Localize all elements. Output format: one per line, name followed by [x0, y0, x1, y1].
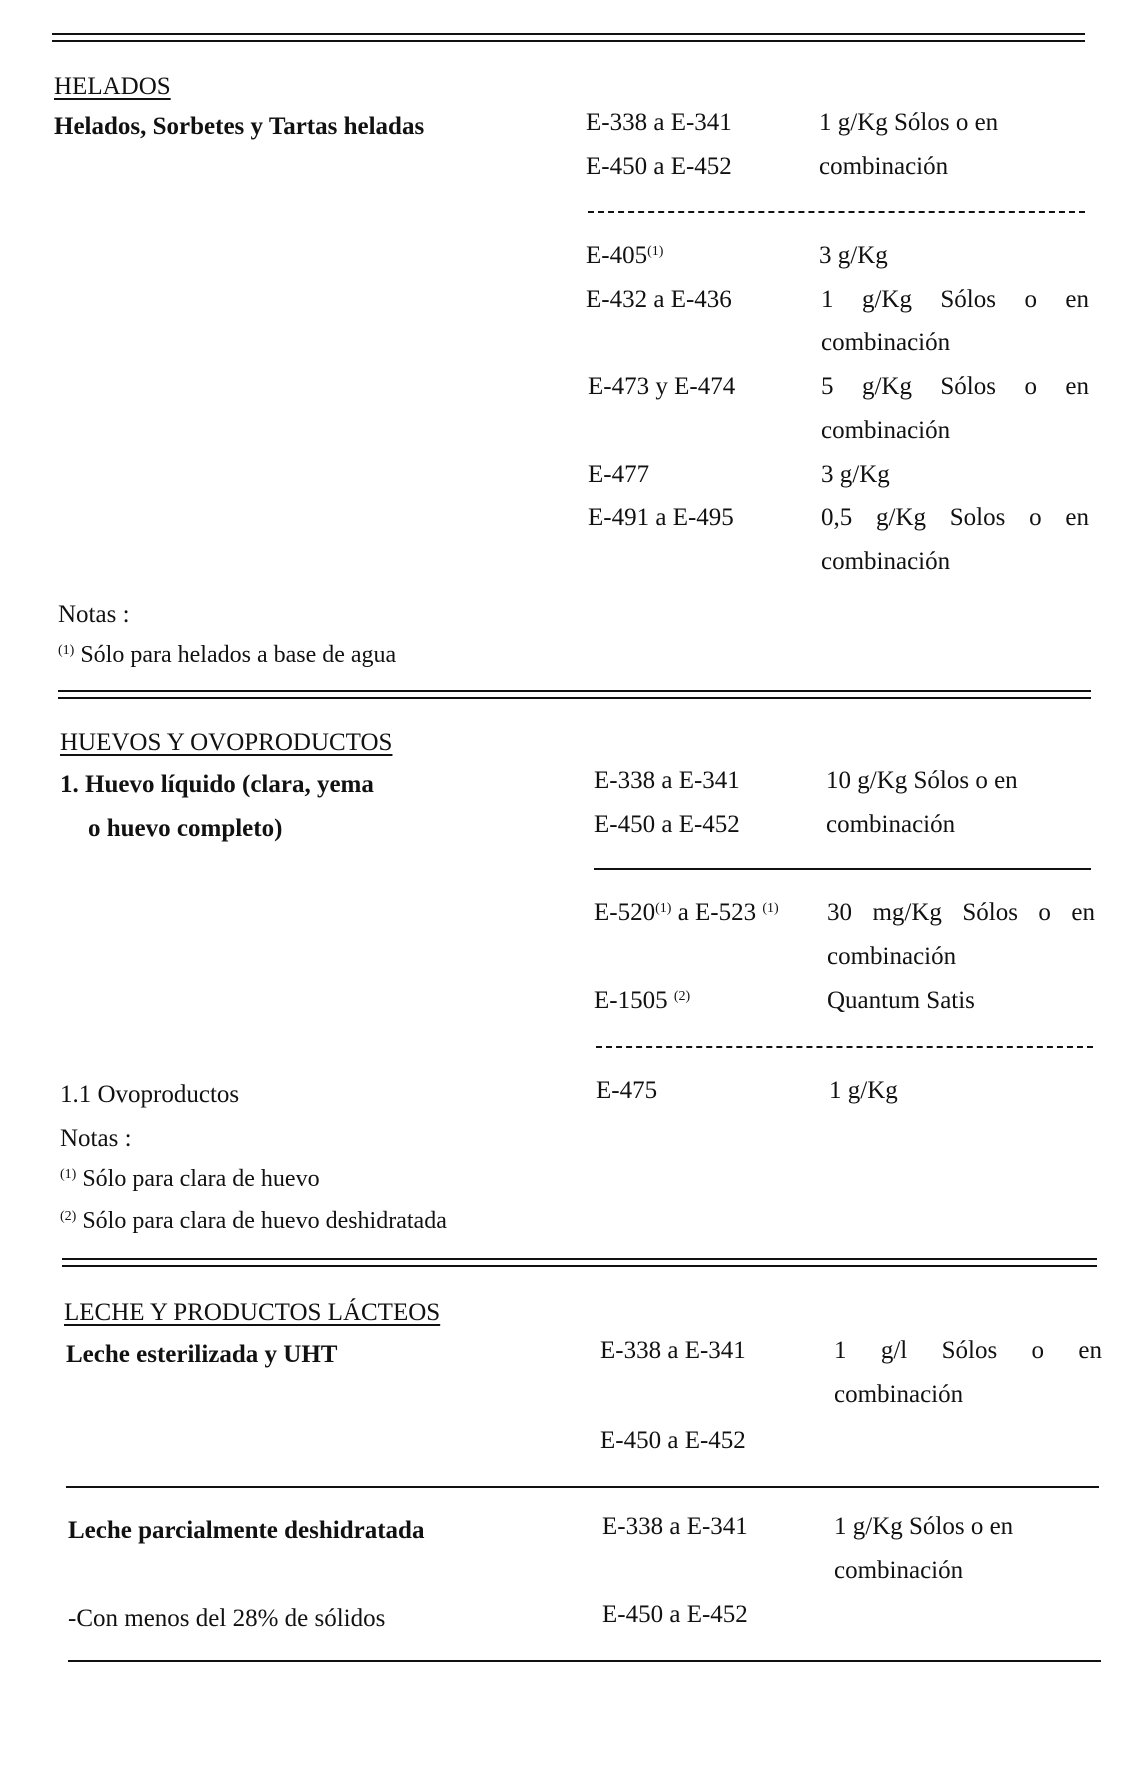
code-text: E-1505 [594, 987, 674, 1014]
section-double-rule [58, 690, 1091, 699]
footnote-mark: (1) [647, 244, 664, 259]
dose-cell: combinación [821, 548, 951, 575]
dose-cell: 1 g/Kg Sólos o en [821, 286, 1089, 313]
code-cell [594, 986, 690, 1016]
code-text: E-520 [594, 899, 656, 926]
product-huevo-liquido: 1. Huevo líquido (clara, yema [60, 771, 374, 798]
footnote-mark: (1) [762, 901, 779, 916]
product-leche-esterilizada: Leche esterilizada y UHT [66, 1341, 338, 1368]
footnote-mark: (1) [60, 1167, 77, 1182]
dose-cell: 3 g/Kg [821, 461, 890, 488]
dose-cell: 1 g/Kg Sólos o en [819, 109, 999, 136]
product-sub-solidos: -Con menos del 28% de sólidos [68, 1605, 386, 1632]
code-cell: E-475 [596, 1077, 658, 1104]
code-cell [586, 241, 663, 271]
product-huevo-liquido-cont: o huevo completo) [88, 815, 283, 842]
code-cell: E-473 y E-474 [588, 373, 736, 400]
dose-cell: 1 g/Kg Sólos o en [834, 1513, 1014, 1540]
code-cell: E-491 a E-495 [588, 504, 734, 531]
dose-cell: combinación [834, 1557, 964, 1584]
code-cell: E-450 a E-452 [602, 1601, 748, 1628]
section-double-rule [62, 1258, 1097, 1267]
dose-cell: 30 mg/Kg Sólos o en [827, 899, 1095, 926]
code-cell: E-450 a E-452 [586, 153, 732, 180]
dose-cell: combinación [834, 1381, 964, 1408]
top-double-rule [52, 33, 1085, 42]
code-cell: E-477 [588, 461, 650, 488]
notes-title: Notas : [60, 1125, 132, 1152]
note-text: Sólo para helados a base de agua [80, 642, 397, 668]
dose-cell: 5 g/Kg Sólos o en [821, 373, 1089, 400]
footnote-mark: (1) [655, 901, 672, 916]
footnote-mark: (1) [58, 643, 75, 658]
section-heading-leche: LECHE Y PRODUCTOS LÁCTEOS [64, 1299, 441, 1326]
code-cell: E-338 a E-341 [602, 1513, 748, 1540]
footnote-mark: (2) [673, 989, 691, 1004]
dose-cell: combinación [821, 329, 951, 356]
dose-cell: 10 g/Kg Sólos o en [826, 767, 1018, 794]
note-text: Sólo para clara de huevo deshidratada [82, 1208, 447, 1234]
dose-cell: combinación [826, 811, 956, 838]
code-cell: E-450 a E-452 [600, 1427, 746, 1454]
footnote-mark: (2) [60, 1209, 77, 1224]
note-line [58, 640, 396, 670]
code-cell: E-432 a E-436 [586, 286, 732, 313]
dose-cell: combinación [827, 943, 957, 970]
product-helados: Helados, Sorbetes y Tartas heladas [54, 113, 425, 140]
notes-title: Notas : [58, 601, 130, 628]
code-cell [594, 898, 779, 928]
note-line [60, 1164, 320, 1194]
separator-rule [66, 1486, 1099, 1488]
code-text: E-405 [586, 242, 648, 269]
dose-cell: 3 g/Kg [819, 242, 888, 269]
dose-cell: 1 g/Kg [829, 1077, 898, 1104]
dose-cell: 1 g/l Sólos o en [834, 1337, 1102, 1364]
bottom-rule [68, 1660, 1101, 1662]
dose-cell: combinación [821, 417, 951, 444]
separator-rule [594, 868, 1091, 870]
dose-cell: combinación [819, 153, 949, 180]
code-cell: E-338 a E-341 [600, 1337, 746, 1364]
code-text: a E-523 [671, 899, 763, 926]
section-heading-helados: HELADOS [54, 73, 171, 100]
dashed-separator [588, 211, 1085, 213]
dose-cell: 0,5 g/Kg Solos o en [821, 504, 1089, 531]
code-cell: E-450 a E-452 [594, 811, 740, 838]
sub-product-ovoproductos: 1.1 Ovoproductos [60, 1081, 240, 1108]
code-cell: E-338 a E-341 [594, 767, 740, 794]
dose-cell: Quantum Satis [827, 987, 975, 1014]
section-heading-huevos: HUEVOS Y OVOPRODUCTOS [60, 729, 393, 756]
product-leche-deshidratada: Leche parcialmente deshidratada [68, 1517, 425, 1544]
dashed-separator [596, 1046, 1093, 1048]
code-cell: E-338 a E-341 [586, 109, 732, 136]
note-line [60, 1206, 447, 1236]
note-text: Sólo para clara de huevo [82, 1166, 320, 1192]
